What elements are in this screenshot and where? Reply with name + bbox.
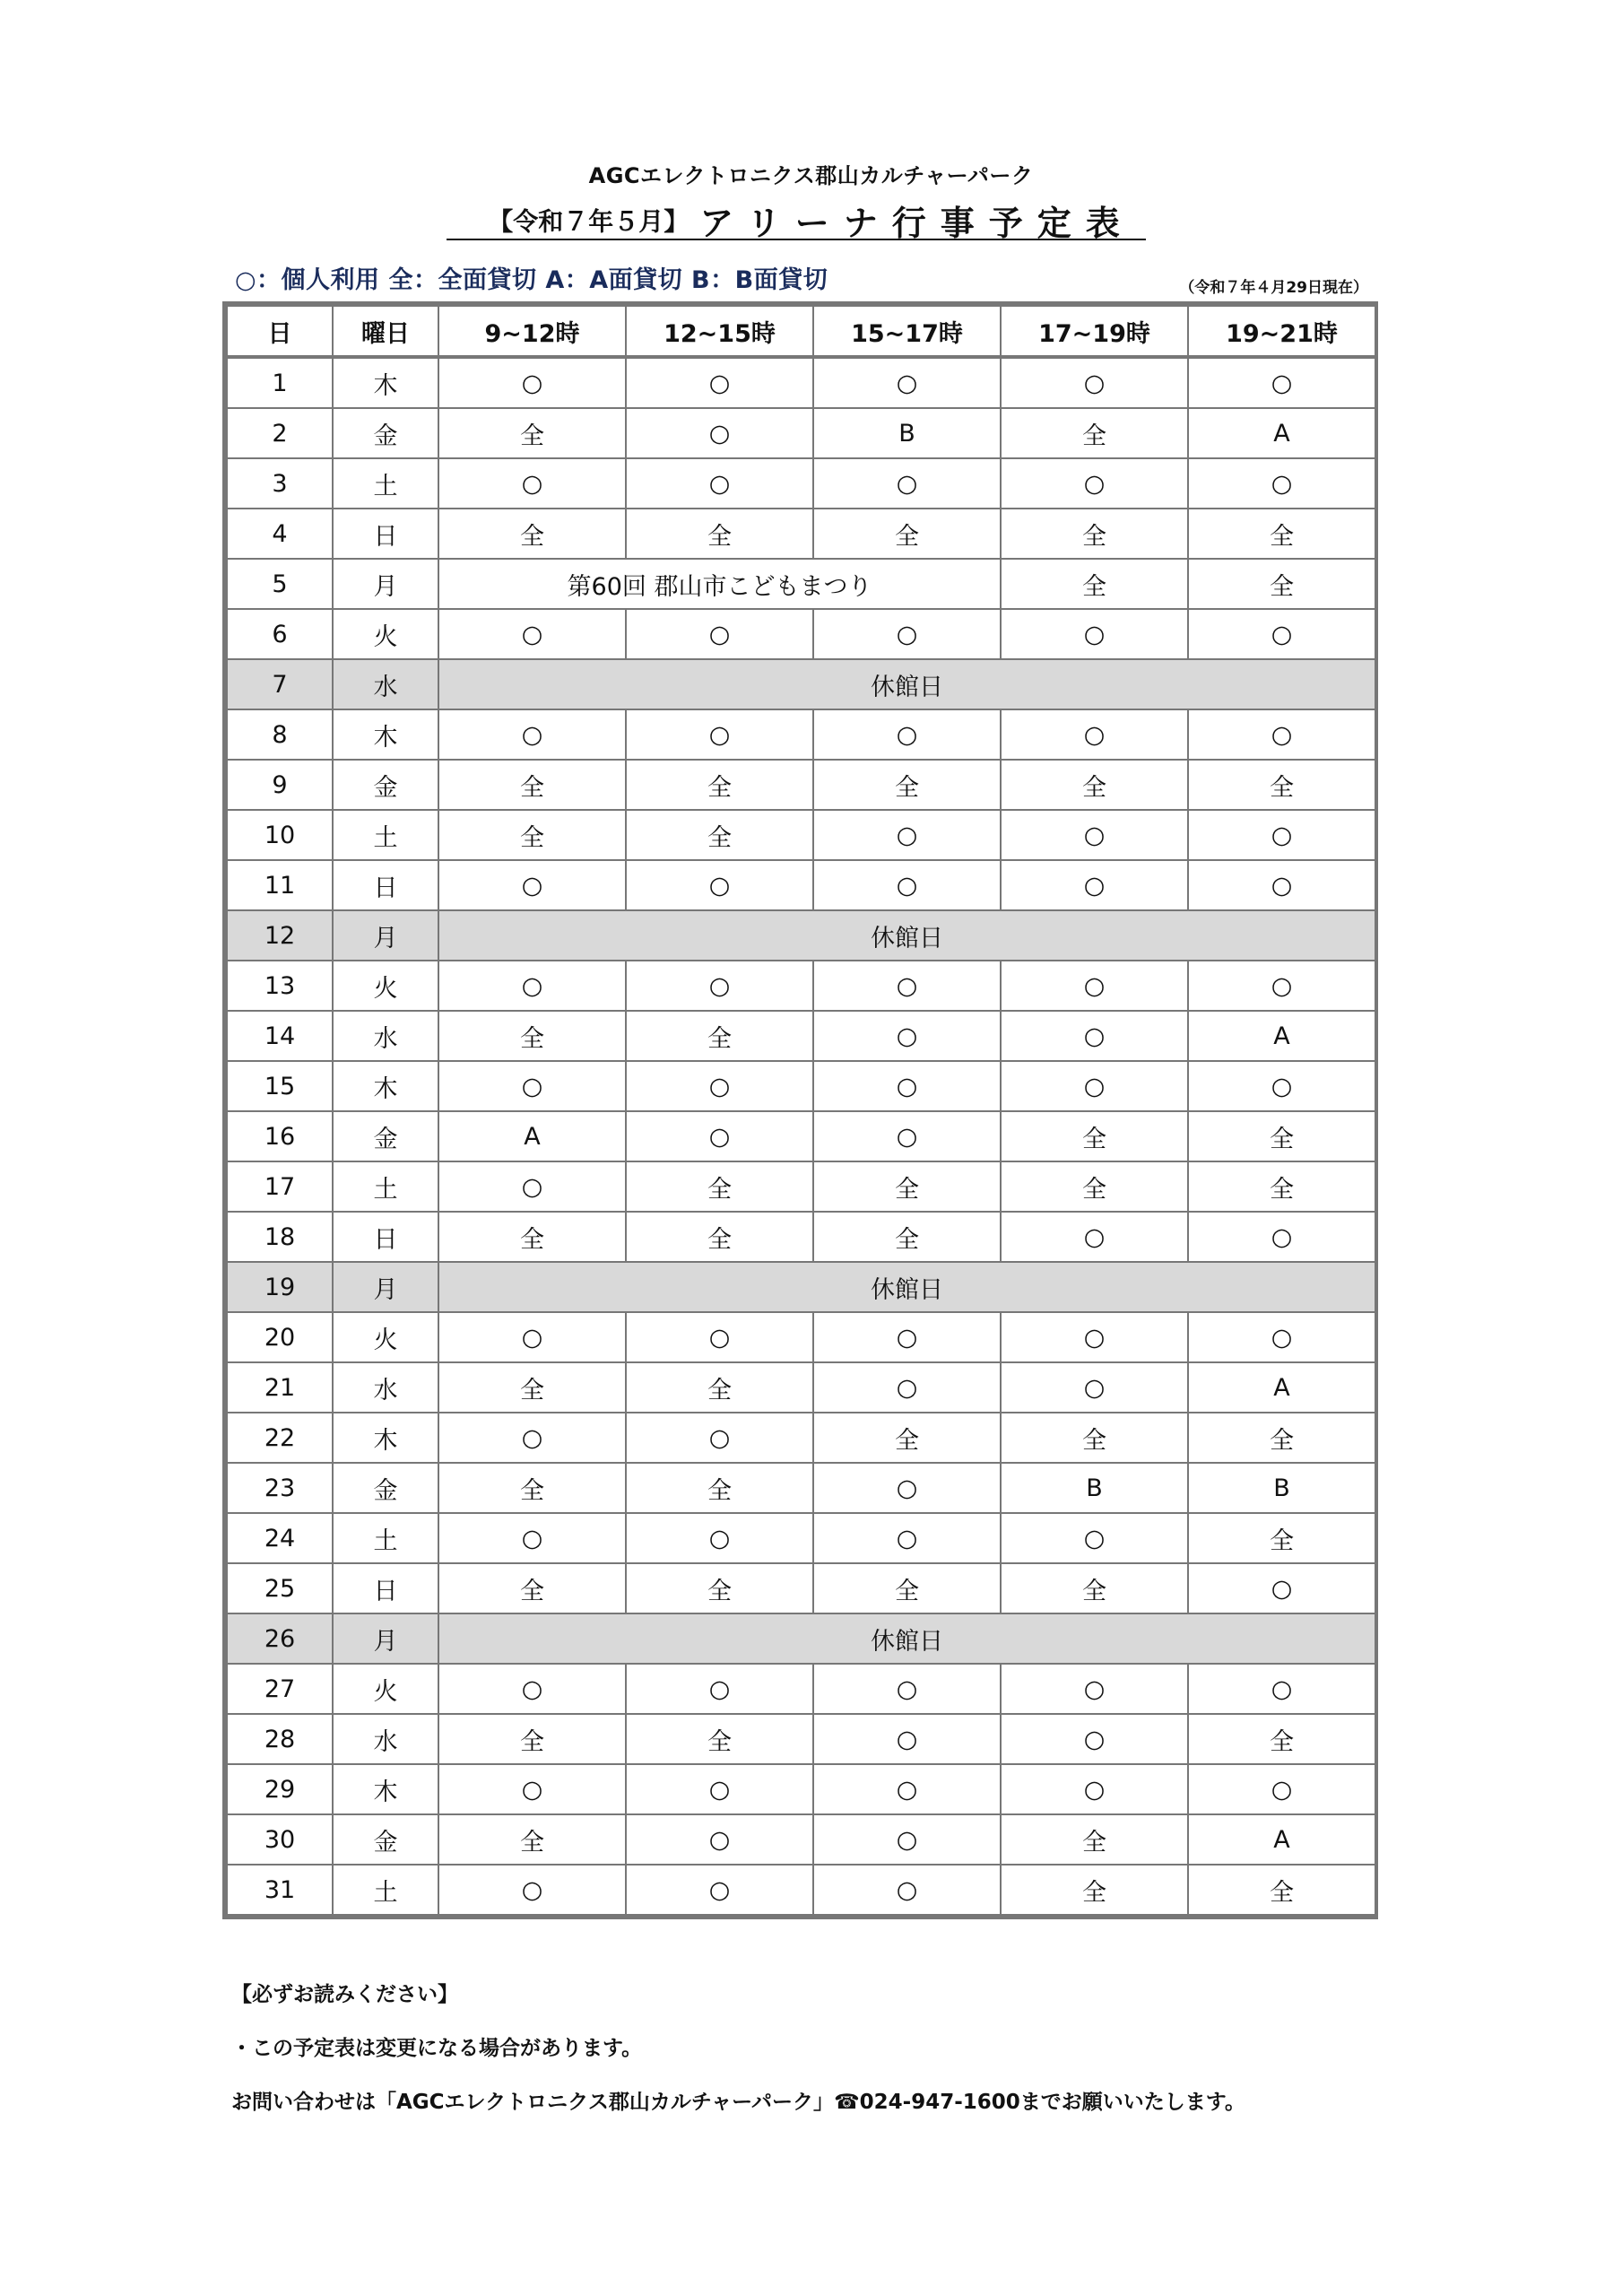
weekday-cell: 火 (333, 609, 438, 659)
col-header-slot-5: 19~21時 (1188, 306, 1375, 357)
table-row (227, 1563, 1375, 1613)
slot-cell: ○ (1001, 458, 1188, 509)
slot-cell: ○ (438, 961, 626, 1011)
slot-cell: 全 (438, 509, 626, 559)
slot-cell: ○ (626, 1764, 813, 1814)
as-of-date: （令和７年４月29日現在） (1179, 279, 1368, 297)
table-row (227, 1011, 1375, 1061)
table-row (227, 458, 1375, 509)
slot-cell: 全 (1001, 559, 1188, 609)
slot-cell: ○ (1001, 357, 1188, 408)
slot-cell: ○ (438, 1513, 626, 1563)
event-cell: 第60回 郡山市こどもまつり (438, 559, 1001, 609)
slot-cell: ○ (1188, 1764, 1375, 1814)
day-cell: 20 (227, 1312, 333, 1362)
table-row (227, 1212, 1375, 1262)
slot-cell: 全 (1001, 1865, 1188, 1915)
slot-cell: ○ (1188, 1563, 1375, 1613)
weekday-cell: 月 (333, 1262, 438, 1312)
weekday-cell: 金 (333, 1814, 438, 1865)
day-cell: 29 (227, 1764, 333, 1814)
slot-cell: ○ (626, 1814, 813, 1865)
day-cell: 18 (227, 1212, 333, 1262)
weekday-cell: 木 (333, 357, 438, 408)
slot-cell: ○ (813, 961, 1001, 1011)
slot-cell: ○ (1001, 709, 1188, 760)
table-row (227, 709, 1375, 760)
slot-cell: ○ (438, 1865, 626, 1915)
day-cell: 27 (227, 1664, 333, 1714)
day-cell: 23 (227, 1463, 333, 1513)
slot-cell: ○ (1001, 609, 1188, 659)
day-cell: 8 (227, 709, 333, 760)
notes-line-2: お問い合わせは「AGCエレクトロニクス郡山カルチャーパーク」☎024-947-1600までお願いいたします。 (231, 2091, 1245, 2114)
slot-cell: ○ (438, 860, 626, 910)
slot-cell: ○ (1001, 961, 1188, 1011)
slot-cell: B (1188, 1463, 1375, 1513)
slot-cell: ○ (813, 1061, 1001, 1111)
slot-cell: 全 (626, 1362, 813, 1413)
col-header-slot-2: 12~15時 (626, 306, 813, 357)
notes (231, 1980, 1245, 2142)
slot-cell: ○ (1001, 1212, 1188, 1262)
slot-cell: 全 (438, 1714, 626, 1764)
weekday-cell: 土 (333, 1865, 438, 1915)
slot-cell: ○ (1001, 1513, 1188, 1563)
weekday-cell: 日 (333, 860, 438, 910)
day-cell: 17 (227, 1161, 333, 1212)
slot-cell: ○ (813, 860, 1001, 910)
day-cell: 4 (227, 509, 333, 559)
table-row (227, 910, 1375, 961)
slot-cell: 全 (438, 1563, 626, 1613)
schedule-table (226, 305, 1376, 1916)
slot-cell: 全 (813, 1212, 1001, 1262)
day-cell: 10 (227, 810, 333, 860)
slot-cell: ○ (1188, 709, 1375, 760)
slot-cell: 全 (1188, 760, 1375, 810)
slot-cell: 全 (1188, 1865, 1375, 1915)
table-row (227, 1513, 1375, 1563)
slot-cell: 全 (1188, 1413, 1375, 1463)
day-cell: 3 (227, 458, 333, 509)
slot-cell: 全 (1188, 1513, 1375, 1563)
slot-cell: ○ (1188, 1312, 1375, 1362)
weekday-cell: 金 (333, 408, 438, 458)
table-row (227, 1262, 1375, 1312)
slot-cell: ○ (813, 1362, 1001, 1413)
weekday-cell: 火 (333, 1312, 438, 1362)
slot-cell: ○ (1188, 961, 1375, 1011)
weekday-cell: 土 (333, 1161, 438, 1212)
slot-cell: 全 (438, 1463, 626, 1513)
slot-cell: ○ (1188, 1061, 1375, 1111)
day-cell: 30 (227, 1814, 333, 1865)
day-cell: 26 (227, 1613, 333, 1664)
slot-cell: ○ (813, 1111, 1001, 1161)
slot-cell: ○ (813, 1664, 1001, 1714)
slot-cell: 全 (438, 1814, 626, 1865)
day-cell: 14 (227, 1011, 333, 1061)
col-header-slot-1: 9~12時 (438, 306, 626, 357)
slot-cell: ○ (438, 458, 626, 509)
slot-cell: 全 (1001, 408, 1188, 458)
weekday-cell: 水 (333, 1011, 438, 1061)
table-row (227, 609, 1375, 659)
slot-cell: ○ (813, 458, 1001, 509)
title-underline (447, 239, 1146, 240)
weekday-cell: 金 (333, 760, 438, 810)
slot-cell: ○ (813, 1865, 1001, 1915)
page-title (0, 196, 1622, 245)
day-cell: 15 (227, 1061, 333, 1111)
slot-cell: 全 (1001, 1413, 1188, 1463)
slot-cell: ○ (438, 1312, 626, 1362)
day-cell: 9 (227, 760, 333, 810)
slot-cell: 全 (1001, 1111, 1188, 1161)
slot-cell: 全 (626, 1563, 813, 1613)
slot-cell: ○ (1188, 357, 1375, 408)
slot-cell: 全 (813, 1413, 1001, 1463)
slot-cell: B (813, 408, 1001, 458)
slot-cell: ○ (813, 357, 1001, 408)
slot-cell: ○ (626, 408, 813, 458)
table-row (227, 961, 1375, 1011)
table-row (227, 1161, 1375, 1212)
weekday-cell: 月 (333, 1613, 438, 1664)
table-row (227, 659, 1375, 709)
slot-cell: 全 (813, 1161, 1001, 1212)
slot-cell: 全 (626, 760, 813, 810)
slot-cell: 全 (626, 810, 813, 860)
weekday-cell: 日 (333, 1212, 438, 1262)
closed-cell: 休館日 (438, 910, 1375, 961)
slot-cell: ○ (438, 1664, 626, 1714)
day-cell: 25 (227, 1563, 333, 1613)
weekday-cell: 水 (333, 1362, 438, 1413)
slot-cell: ○ (626, 1664, 813, 1714)
day-cell: 31 (227, 1865, 333, 1915)
slot-cell: ○ (813, 1312, 1001, 1362)
table-row (227, 1111, 1375, 1161)
weekday-cell: 木 (333, 1413, 438, 1463)
closed-cell: 休館日 (438, 1613, 1375, 1664)
slot-cell: ○ (438, 357, 626, 408)
table-row (227, 1714, 1375, 1764)
slot-cell: ○ (1001, 1011, 1188, 1061)
slot-cell: 全 (438, 1011, 626, 1061)
day-cell: 22 (227, 1413, 333, 1463)
closed-cell: 休館日 (438, 1262, 1375, 1312)
day-cell: 13 (227, 961, 333, 1011)
slot-cell: 全 (438, 1212, 626, 1262)
organization-name: AGCエレクトロニクス郡山カルチャーパーク (588, 163, 1034, 188)
slot-cell: ○ (1001, 860, 1188, 910)
closed-cell: 休館日 (438, 659, 1375, 709)
schedule-table-frame (222, 301, 1378, 1919)
slot-cell: A (1188, 408, 1375, 458)
slot-cell: ○ (626, 860, 813, 910)
table-row (227, 1613, 1375, 1664)
slot-cell: A (1188, 1362, 1375, 1413)
day-cell: 12 (227, 910, 333, 961)
slot-cell: ○ (438, 709, 626, 760)
slot-cell: ○ (438, 1061, 626, 1111)
weekday-cell: 月 (333, 559, 438, 609)
slot-cell: 全 (1188, 1111, 1375, 1161)
weekday-cell: 日 (333, 1563, 438, 1613)
slot-cell: 全 (626, 1714, 813, 1764)
title-main: アリーナ行事予定表 (699, 204, 1134, 243)
slot-cell: 全 (438, 810, 626, 860)
col-header-weekday: 曜日 (333, 306, 438, 357)
slot-cell: ○ (1188, 1212, 1375, 1262)
table-row (227, 1413, 1375, 1463)
slot-cell: ○ (1001, 1061, 1188, 1111)
slot-cell: ○ (813, 1814, 1001, 1865)
slot-cell: 全 (813, 509, 1001, 559)
col-header-slot-3: 15~17時 (813, 306, 1001, 357)
slot-cell: 全 (1188, 559, 1375, 609)
slot-cell: ○ (626, 1111, 813, 1161)
table-row (227, 1312, 1375, 1362)
slot-cell: 全 (438, 408, 626, 458)
slot-cell: 全 (1001, 509, 1188, 559)
slot-cell: 全 (1188, 1714, 1375, 1764)
title-period: 【令和７年５月】 (488, 206, 690, 237)
weekday-cell: 水 (333, 1714, 438, 1764)
slot-cell: ○ (1188, 1664, 1375, 1714)
table-row (227, 559, 1375, 609)
table-row (227, 1061, 1375, 1111)
schedule-body (227, 357, 1375, 1915)
table-row (227, 1764, 1375, 1814)
slot-cell: 全 (1188, 509, 1375, 559)
slot-cell: ○ (626, 709, 813, 760)
notes-heading: 【必ずお読みください】 (231, 1983, 458, 2006)
slot-cell: ○ (813, 1463, 1001, 1513)
slot-cell: ○ (626, 458, 813, 509)
slot-cell: 全 (438, 1362, 626, 1413)
day-cell: 6 (227, 609, 333, 659)
weekday-cell: 木 (333, 709, 438, 760)
day-cell: 1 (227, 357, 333, 408)
weekday-cell: 火 (333, 961, 438, 1011)
slot-cell: 全 (813, 1563, 1001, 1613)
slot-cell: 全 (1001, 1814, 1188, 1865)
slot-cell: ○ (626, 1312, 813, 1362)
slot-cell: ○ (813, 1714, 1001, 1764)
slot-cell: ○ (626, 961, 813, 1011)
slot-cell: ○ (813, 1764, 1001, 1814)
slot-cell: ○ (813, 709, 1001, 760)
slot-cell: ○ (813, 1011, 1001, 1061)
table-row (227, 1814, 1375, 1865)
slot-cell: ○ (438, 609, 626, 659)
weekday-cell: 月 (333, 910, 438, 961)
weekday-cell: 土 (333, 810, 438, 860)
slot-cell: 全 (813, 760, 1001, 810)
slot-cell: ○ (1188, 458, 1375, 509)
col-header-slot-4: 17~19時 (1001, 306, 1188, 357)
slot-cell: ○ (813, 810, 1001, 860)
slot-cell: 全 (1001, 760, 1188, 810)
table-row (227, 509, 1375, 559)
slot-cell: ○ (626, 357, 813, 408)
table-row (227, 1362, 1375, 1413)
slot-cell: 全 (626, 1212, 813, 1262)
day-cell: 2 (227, 408, 333, 458)
day-cell: 7 (227, 659, 333, 709)
slot-cell: 全 (438, 760, 626, 810)
table-row (227, 760, 1375, 810)
legend: ○：個人利用 全：全面貸切 A：A面貸切 B：B面貸切 (235, 266, 828, 294)
slot-cell: 全 (626, 1463, 813, 1513)
weekday-cell: 土 (333, 1513, 438, 1563)
slot-cell: ○ (1001, 1714, 1188, 1764)
slot-cell: 全 (626, 1161, 813, 1212)
slot-cell: ○ (1001, 1312, 1188, 1362)
slot-cell: 全 (626, 1011, 813, 1061)
weekday-cell: 金 (333, 1463, 438, 1513)
day-cell: 24 (227, 1513, 333, 1563)
slot-cell: ○ (438, 1764, 626, 1814)
table-row (227, 408, 1375, 458)
slot-cell: ○ (1188, 609, 1375, 659)
slot-cell: B (1001, 1463, 1188, 1513)
weekday-cell: 水 (333, 659, 438, 709)
day-cell: 19 (227, 1262, 333, 1312)
slot-cell: ○ (813, 1513, 1001, 1563)
slot-cell: 全 (1001, 1563, 1188, 1613)
slot-cell: ○ (1188, 810, 1375, 860)
weekday-cell: 日 (333, 509, 438, 559)
slot-cell: ○ (438, 1413, 626, 1463)
slot-cell: ○ (1001, 1664, 1188, 1714)
table-row (227, 1463, 1375, 1513)
slot-cell: ○ (626, 1061, 813, 1111)
table-row (227, 1664, 1375, 1714)
slot-cell: ○ (626, 609, 813, 659)
slot-cell: ○ (813, 609, 1001, 659)
weekday-cell: 金 (333, 1111, 438, 1161)
slot-cell: ○ (1188, 860, 1375, 910)
slot-cell: ○ (1001, 1764, 1188, 1814)
day-cell: 11 (227, 860, 333, 910)
table-header-row (227, 306, 1375, 357)
slot-cell: ○ (1001, 810, 1188, 860)
table-row (227, 1865, 1375, 1915)
weekday-cell: 火 (333, 1664, 438, 1714)
slot-cell: 全 (1188, 1161, 1375, 1212)
day-cell: 28 (227, 1714, 333, 1764)
slot-cell: ○ (438, 1161, 626, 1212)
day-cell: 21 (227, 1362, 333, 1413)
table-row (227, 357, 1375, 408)
slot-cell: A (1188, 1814, 1375, 1865)
slot-cell: 全 (1001, 1161, 1188, 1212)
table-row (227, 860, 1375, 910)
slot-cell: ○ (626, 1513, 813, 1563)
col-header-day: 日 (227, 306, 333, 357)
notes-line-1: ・この予定表は変更になる場合があります。 (231, 2037, 643, 2060)
weekday-cell: 木 (333, 1764, 438, 1814)
day-cell: 16 (227, 1111, 333, 1161)
weekday-cell: 土 (333, 458, 438, 509)
slot-cell: ○ (626, 1865, 813, 1915)
slot-cell: A (438, 1111, 626, 1161)
slot-cell: 全 (626, 509, 813, 559)
day-cell: 5 (227, 559, 333, 609)
slot-cell: A (1188, 1011, 1375, 1061)
table-row (227, 810, 1375, 860)
slot-cell: ○ (626, 1413, 813, 1463)
weekday-cell: 木 (333, 1061, 438, 1111)
slot-cell: ○ (1001, 1362, 1188, 1413)
